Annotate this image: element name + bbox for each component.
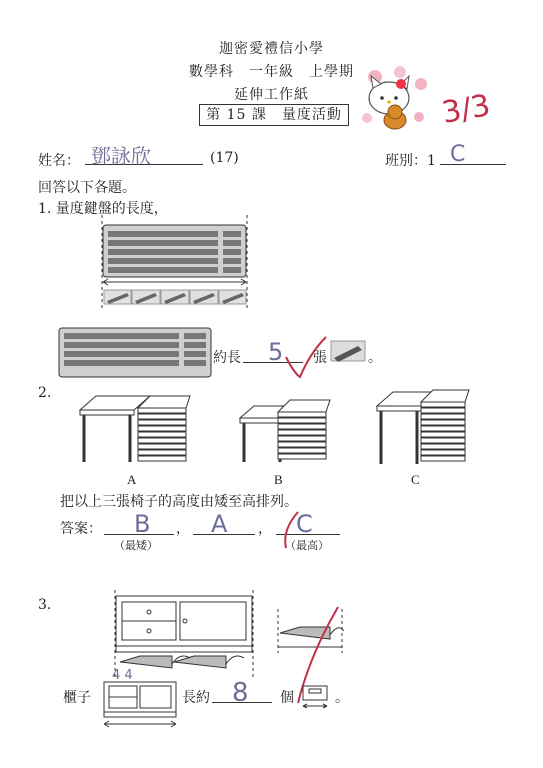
q2-number: 2.	[38, 385, 52, 401]
class-field	[440, 142, 506, 165]
student-number: (17)	[210, 150, 239, 166]
separator-2: ，	[258, 521, 272, 537]
q3-answer-field	[212, 678, 272, 708]
cabinet-small-icon	[98, 672, 182, 734]
table-a-figure	[78, 390, 198, 470]
class-label: 班別：1	[385, 153, 436, 169]
lesson-title: 第 15 課 量度活動	[199, 104, 349, 126]
separator-1: ，	[176, 521, 190, 537]
school-name: 迦密愛禮信小學	[219, 41, 324, 57]
subject-line: 數學科 一年級 上學期	[189, 64, 354, 80]
table-b-figure	[238, 398, 338, 470]
tissue-box-icon	[300, 682, 330, 712]
q3-answer: 8	[232, 678, 249, 708]
table-c-figure	[375, 388, 475, 470]
q2-answer-1: B	[134, 510, 151, 538]
q1-answer: 5	[268, 338, 284, 366]
keyboard-small-icon	[58, 327, 213, 379]
label-b: B	[274, 472, 283, 487]
q3-sentence-pre: 長約	[182, 690, 210, 706]
name-field	[85, 140, 203, 168]
highest-label: （最高）	[285, 539, 329, 552]
cabinet-measure-figure	[110, 590, 260, 680]
class-value: C	[450, 142, 466, 167]
worksheet-title: 延伸工作紙	[234, 87, 309, 103]
lowest-label: （最矮）	[114, 539, 158, 552]
name-label: 姓名：	[38, 153, 80, 169]
q3-cabinet-label: 櫃子	[63, 690, 91, 706]
q2-answer-3: C	[296, 510, 313, 538]
q1-sentence-pre: 約長	[213, 350, 241, 366]
name-value: 鄧詠欣	[91, 144, 151, 168]
q1-prompt: 1. 量度鍵盤的長度，	[38, 201, 168, 217]
label-c: C	[411, 472, 420, 487]
q3-number: 3.	[38, 597, 52, 613]
grade-mark: 3/3	[439, 88, 493, 131]
q3-pencil-marks: 4 4	[112, 668, 133, 683]
q3-sentence-end: 。	[335, 690, 349, 706]
label-a: A	[127, 472, 137, 487]
keyboard-measure-figure	[95, 215, 255, 315]
q2-answer-field-2	[193, 510, 255, 538]
q1-sentence-end: 。	[368, 350, 382, 366]
paper-clip-icon	[330, 338, 366, 364]
q2-answer-label: 答案：	[60, 521, 102, 537]
q3-sentence-mid: 個	[280, 690, 294, 706]
q2-answer-2: A	[211, 510, 228, 538]
q1-sentence-mid: 張	[313, 350, 327, 366]
q2-prompt: 把以上三張椅子的高度由矮至高排列。	[60, 494, 298, 510]
hello-kitty-sticker	[355, 62, 435, 132]
q2-answer-field-1	[104, 510, 174, 538]
instructions: 回答以下各題。	[38, 180, 136, 196]
